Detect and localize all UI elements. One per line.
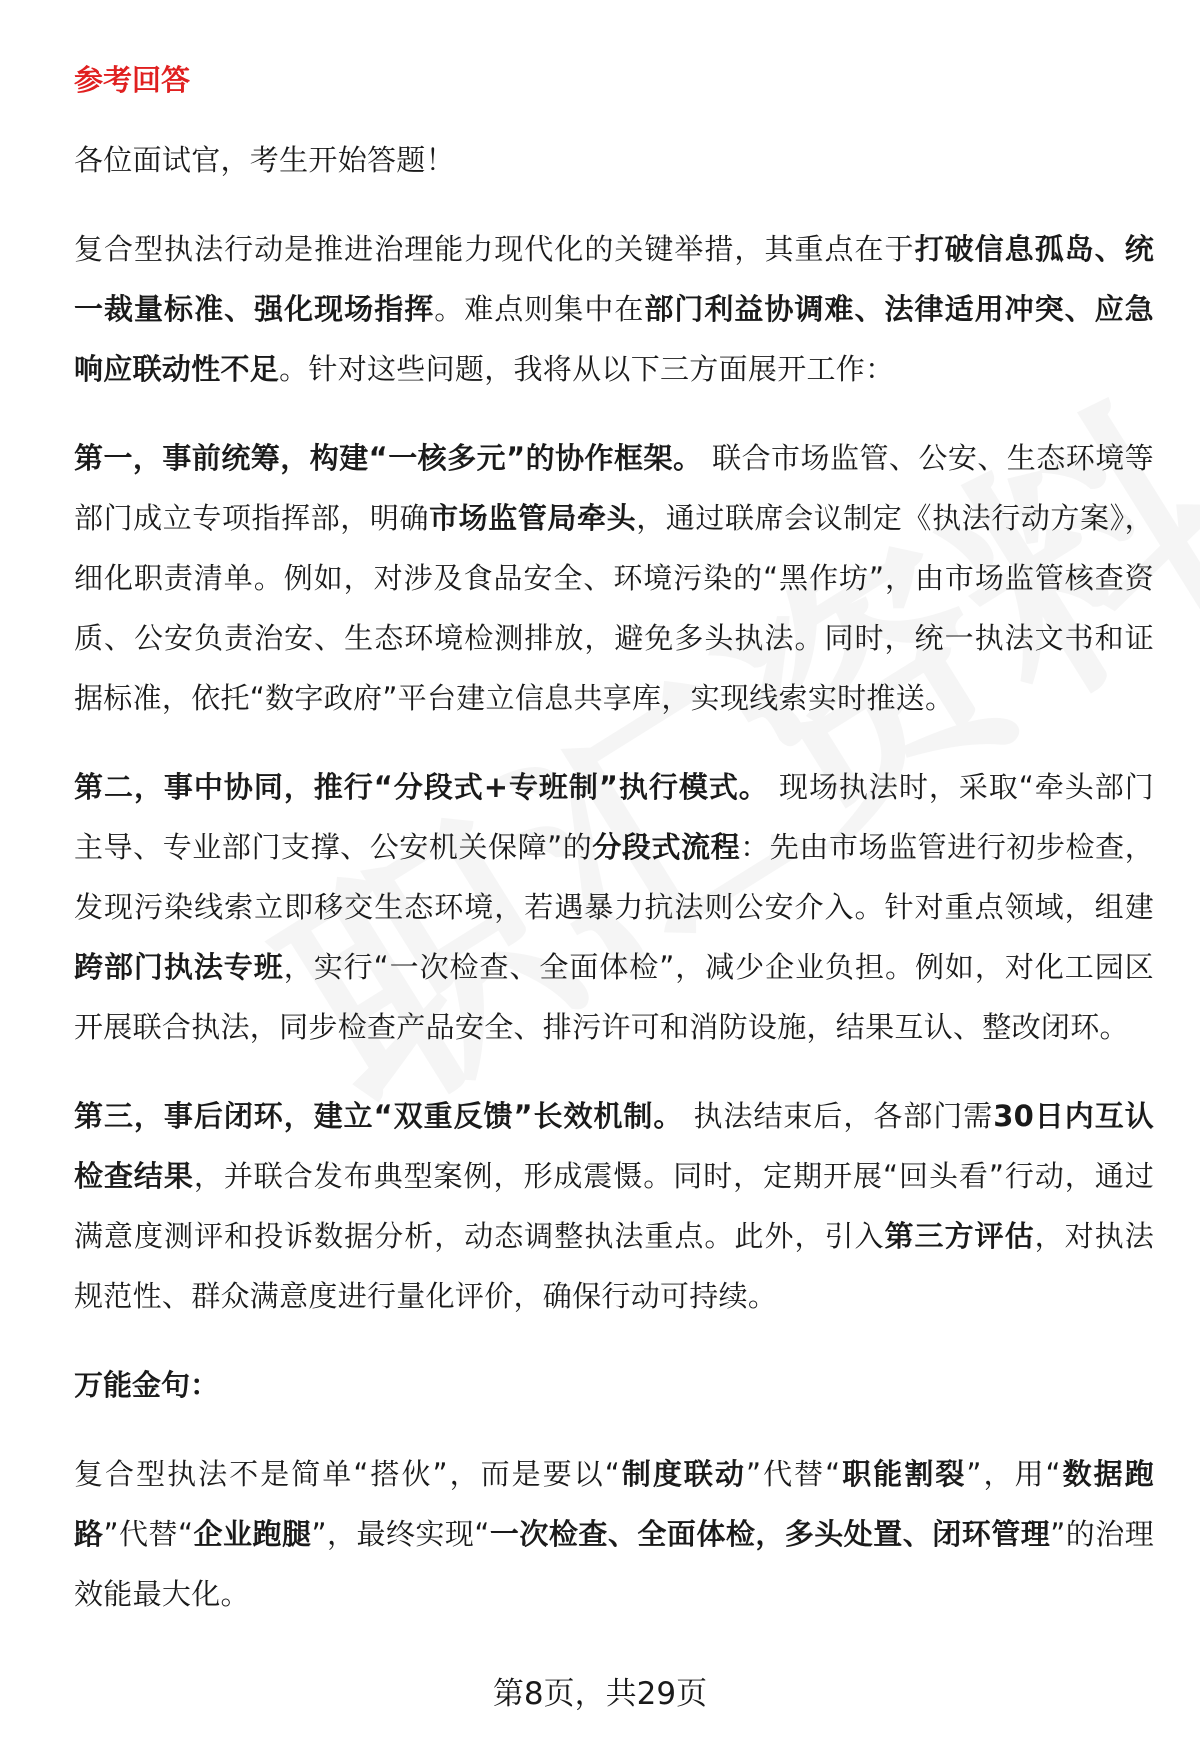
- second-bold-2: 跨部门执法专班: [74, 950, 284, 984]
- gold-bold-1: 制度联动: [620, 1457, 747, 1491]
- first-point-heading: 第一，事前统筹，构建“一核多元”的协作框架。: [74, 441, 703, 475]
- document-body: [74, 58, 1154, 1653]
- gold-bold-3: 数据跑路: [74, 1457, 1155, 1551]
- greeting-paragraph: 各位面试官，考生开始答题！: [74, 143, 455, 177]
- third-point-paragraph: 第三，事后闭环，建立“双重反馈”长效机制。 执法结束后，各部门需30日内互认检查结果，并联合发布典型案例，形成震慑。同时，定期开展“回头看”行动，通过满意度测评和投诉数据分析，动态调整执法重点。此外，引入第三方评估，对执法规范性、群众满意度进行量化评价，确保行动可持续。: [74, 1099, 1155, 1313]
- third-bold-1: 30日内互认检查结果: [74, 1099, 1154, 1193]
- second-point-paragraph: 第二，事中协同，推行“分段式+专班制”执行模式。 现场执法时，采取“牵头部门主导、专业部门支撑、公安机关保障”的分段式流程：先由市场监管进行初步检查，发现污染线索立即移交生态环境，若遇暴力抗法则公安介入。针对重点领域，组建跨部门执法专班，实行“一次检查、全面体检”，减少企业负担。例如，对化工园区开展联合执法，同步检查产品安全、排污许可和消防设施，结果互认、整改闭环。: [74, 770, 1154, 1044]
- intro-paragraph: 复合型执法行动是推进治理能力现代化的关键举措，其重点在于打破信息孤岛、统一裁量标准、强化现场指挥。难点则集中在部门利益协调难、法律适用冲突、应急响应联动性不足。针对这些问题，我将从以下三方面展开工作：: [74, 232, 1155, 386]
- golden-sentence-heading: 万能金句：: [74, 1368, 220, 1402]
- gold-bold-5: 一次检查、全面体检，多头处置、闭环管理: [489, 1517, 1051, 1551]
- golden-sentence-paragraph: 复合型执法不是简单“搭伙”，而是要以“制度联动”代替“职能割裂”，用“数据跑路”代替“企业跑腿”，最终实现“一次检查、全面体检，多头处置、闭环管理”的治理效能最大化。: [74, 1457, 1155, 1611]
- second-point-heading: 第二，事中协同，推行“分段式+专班制”执行模式。: [74, 770, 769, 804]
- third-bold-2: 第三方评估: [884, 1219, 1035, 1253]
- gold-bold-4: 企业跑腿: [193, 1517, 312, 1551]
- reference-answer-title: 参考回答: [74, 63, 191, 97]
- gold-bold-2: 职能割裂: [840, 1457, 967, 1491]
- first-bold-1: 市场监管局牵头: [429, 501, 637, 535]
- page-number: 第8页，共29页: [492, 1676, 708, 1712]
- key-points-bold: 打破信息孤岛、统一裁量标准、强化现场指挥: [74, 232, 1155, 326]
- second-bold-1: 分段式流程: [592, 830, 741, 864]
- third-point-heading: 第三，事后闭环，建立“双重反馈”长效机制。: [74, 1099, 684, 1133]
- first-point-paragraph: 第一，事前统筹，构建“一核多元”的协作框架。 联合市场监管、公安、生态环境等部门成立专项指挥部，明确市场监管局牵头，通过联席会议制定《执法行动方案》，细化职责清单。例如，对涉及食品安全、环境污染的“黑作坊”，由市场监管核查资质、公安负责治安、生态环境检测排放，避免多头执法。同时，统一执法文书和证据标准，依托“数字政府”平台建立信息共享库，实现线索实时推送。: [74, 441, 1154, 715]
- difficulties-bold: 部门利益协调难、法律适用冲突、应急响应联动性不足: [74, 292, 1154, 386]
